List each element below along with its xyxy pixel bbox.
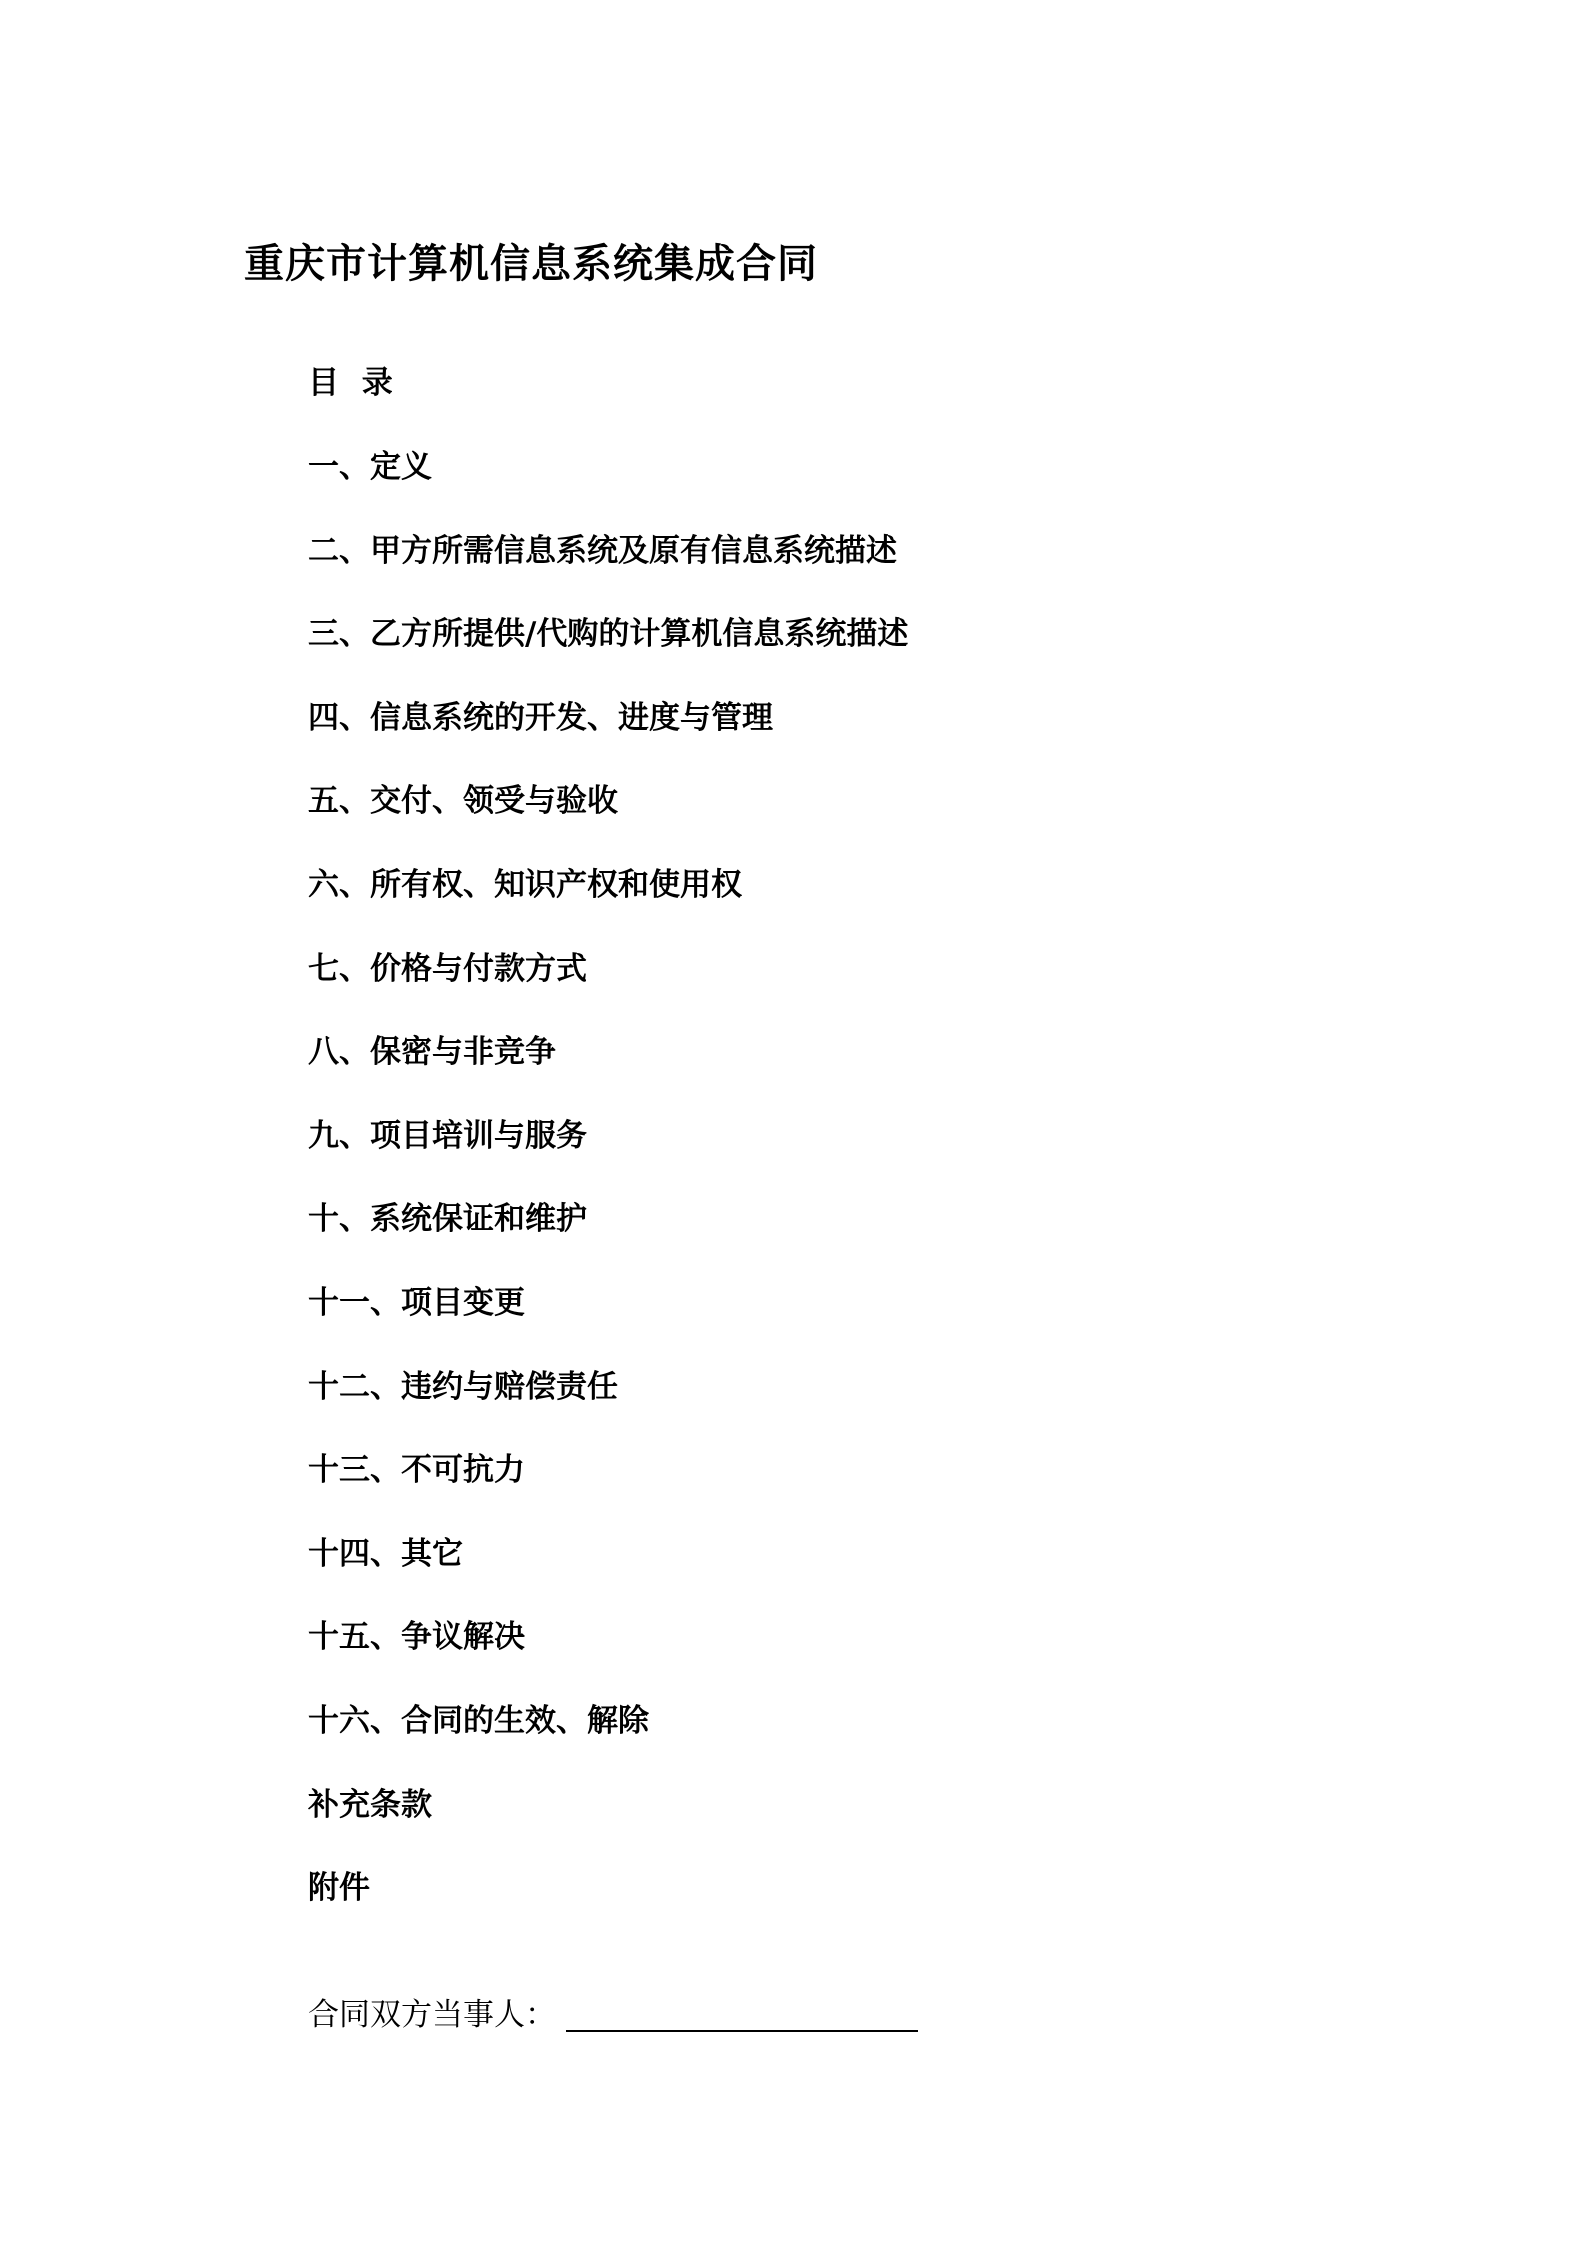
toc-item-party-a-system: 二、甲方所需信息系统及原有信息系统描述 [308, 532, 897, 569]
toc-item-other: 十四、其它 [308, 1535, 463, 1572]
toc-item-dispute: 十五、争议解决 [308, 1619, 525, 1656]
document-title: 重庆市计算机信息系统集成合同 [244, 241, 818, 287]
toc-item-definitions: 一、定义 [308, 449, 432, 485]
toc-item-project-change: 十一、项目变更 [308, 1284, 525, 1321]
signature-label: 合同双方当事人： [308, 1997, 556, 2033]
toc-item-development: 四、信息系统的开发、进度与管理 [308, 699, 773, 736]
toc-item-confidentiality: 八、保密与非竞争 [308, 1034, 556, 1071]
toc-item-supplementary: 补充条款 [308, 1786, 432, 1823]
toc-item-liability: 十二、违约与赔偿责任 [308, 1368, 618, 1405]
toc-item-delivery: 五、交付、领受与验收 [308, 783, 618, 820]
toc-item-effectiveness: 十六、合同的生效、解除 [308, 1702, 649, 1739]
toc-item-training: 九、项目培训与服务 [308, 1117, 587, 1154]
toc-item-ownership: 六、所有权、知识产权和使用权 [308, 866, 742, 903]
toc-item-attachments: 附件 [308, 1870, 370, 1907]
signature-block [308, 1990, 918, 2040]
toc-item-party-b-system: 三、乙方所提供/代购的计算机信息系统描述 [308, 616, 909, 653]
toc-item-warranty: 十、系统保证和维护 [308, 1201, 587, 1238]
toc-item-force-majeure: 十三、不可抗力 [308, 1452, 525, 1489]
toc-item-price-payment: 七、价格与付款方式 [308, 950, 587, 987]
toc-heading: 目 录 [308, 365, 393, 401]
signature-line [566, 2000, 918, 2032]
table-of-contents [308, 358, 908, 1947]
